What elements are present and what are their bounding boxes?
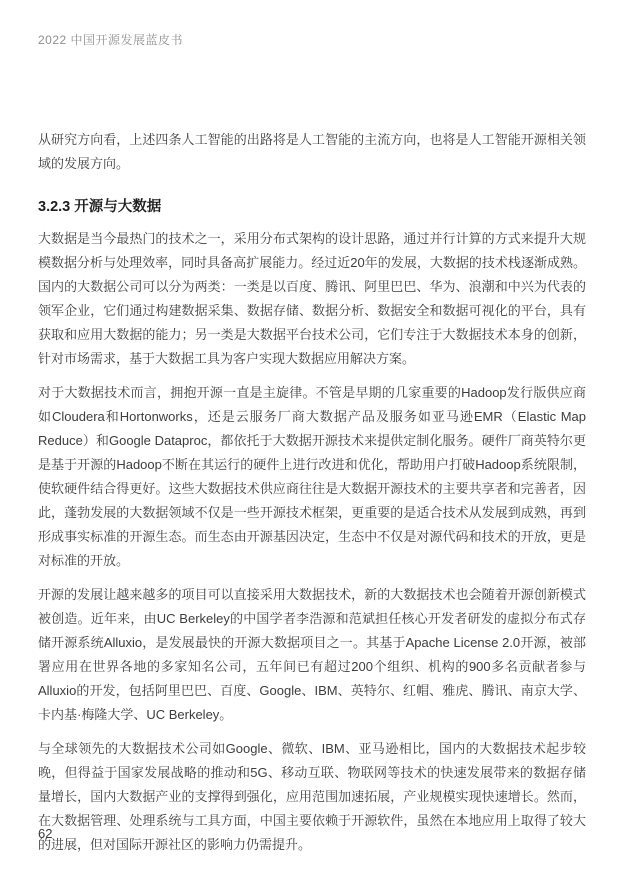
page-number: 62	[38, 826, 53, 841]
body-paragraph-3: 开源的发展让越来越多的项目可以直接采用大数据技术，新的大数据技术也会随着开源创新模式被创造。近年来，由UC Berkeley的中国学者李浩源和范斌担任核心开发者研发的虚拟分布式存储开源系统Alluxio，是发展最快的开源大数据项目之一。其基于Apache License 2.0开源，被部署应用在世界各地的多家知名公司，五年间已有超过200个组织、机构的900多名贡献者参与Alluxio的开发，包括阿里巴巴、百度、Google、IBM、英特尔、红帽、雅虎、腾讯、南京大学、卡内基·梅隆大学、UC Berkeley。	[38, 587, 586, 722]
body-paragraph-1: 大数据是当今最热门的技术之一，采用分布式架构的设计思路，通过并行计算的方式来提升大规模数据分析与处理效率，同时具备高扩展能力。经过近20年的发展，大数据的技术栈逐渐成熟。国内的大数据公司可以分为两类：一类是以百度、腾讯、阿里巴巴、华为、浪潮和中兴为代表的领军企业，它们通过构建数据采集、数据存储、数据分析、数据安全和数据可视化的平台，具有获取和应用大数据的能力；另一类是大数据平台技术公司，它们专注于大数据技术本身的创新，针对市场需求，基于大数据工具为客户实现大数据应用解决方案。	[38, 231, 586, 366]
intro-paragraph: 从研究方向看，上述四条人工智能的出路将是人工智能的主流方向，也将是人工智能开源相关领域的发展方向。	[38, 132, 586, 171]
section-heading: 3.2.3 开源与大数据	[38, 199, 162, 215]
running-header: 2022 中国开源发展蓝皮书	[38, 33, 184, 47]
page-body	[38, 128, 586, 857]
body-paragraph-2: 对于大数据技术而言，拥抱开源一直是主旋律。不管是早期的几家重要的Hadoop发行版供应商如Cloudera和Hortonworks，还是云服务厂商大数据产品及服务如亚马逊EMR（Elastic Map Reduce）和Google Dataproc，都依托于大数据开源技术来提供定制化服务。硬件厂商英特尔更是基于开源的Hadoop不断在其运行的硬件上进行改进和优化，帮助用户打破Hadoop系统限制，使软硬件结合得更好。这些大数据技术供应商往往是大数据开源技术的主要共享者和完善者，因此，蓬勃发展的大数据领域不仅是一些开源技术框架，更重要的是适合技术从发展到成熟，再到形成事实标准的开源生态。而生态由开源基因决定，生态中不仅是对源代码和技术的开放，更是对标准的开放。	[38, 385, 586, 568]
body-paragraph-4: 与全球领先的大数据技术公司如Google、微软、IBM、亚马逊相比，国内的大数据技术起步较晚，但得益于国家发展战略的推动和5G、移动互联、物联网等技术的快速发展带来的数据存储量增长，国内大数据产业的支撑得到强化，应用范围加速拓展，产业规模实现快速增长。然而，在大数据管理、处理系统与工具方面，中国主要依赖于开源软件，虽然在本地应用上取得了较大的进展，但对国际开源社区的影响力仍需提升。	[38, 741, 586, 852]
